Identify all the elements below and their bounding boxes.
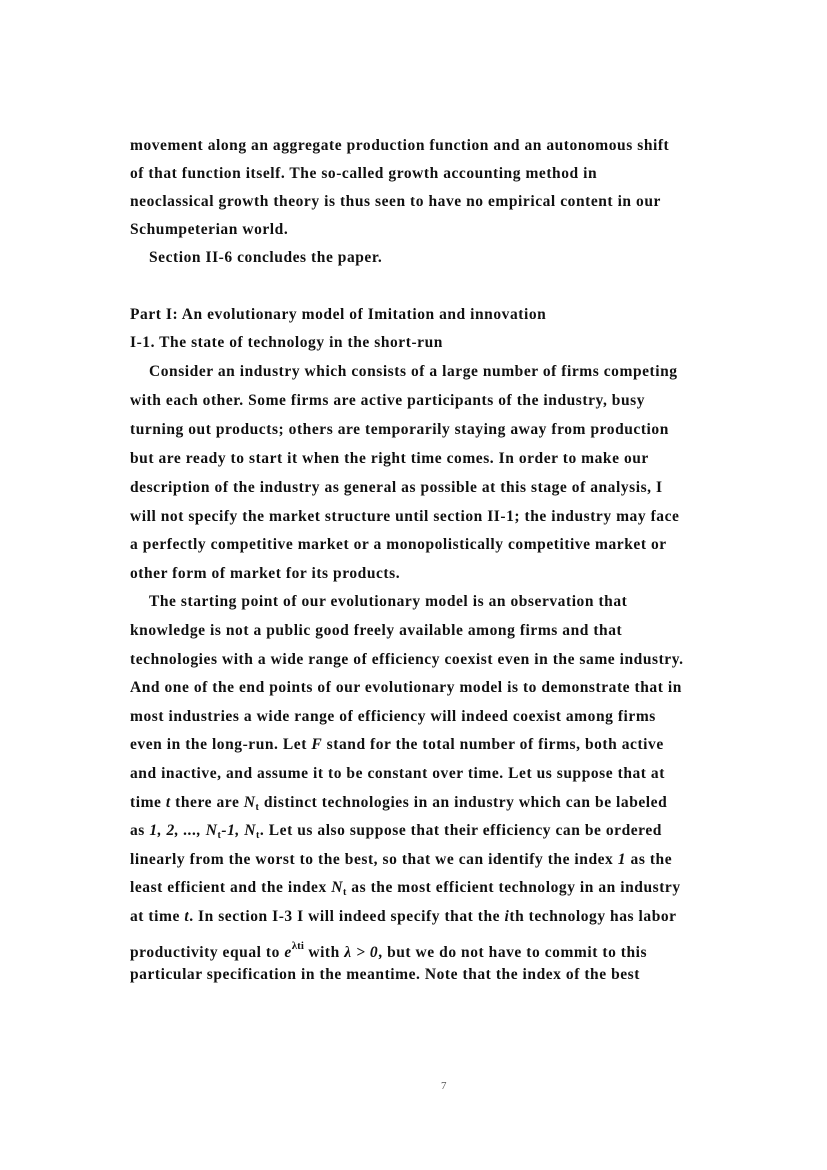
exponential-expression: e xyxy=(284,944,292,961)
part-heading: Part I: An evolutionary model of Imitation and innovation xyxy=(130,306,547,323)
body-text-line: at time t. In section I-3 I will indeed specify that the ith technology has labor xyxy=(130,908,677,925)
body-text-line: Schumpeterian world. xyxy=(130,221,289,238)
math-variable: t xyxy=(165,794,171,811)
body-text-line: other form of market for its products. xyxy=(130,565,401,582)
math-condition: λ > 0 xyxy=(344,944,379,961)
body-text-line: movement along an aggregate production function and an autonomous shift xyxy=(130,137,670,154)
body-text-line: with each other. Some firms are active participants of the industry, busy xyxy=(130,392,646,409)
math-variable: N xyxy=(331,879,343,896)
body-text-line: a perfectly competitive market or a monopolistically competitive market or xyxy=(130,536,667,553)
body-text-line: even in the long-run. Let F stand for the total number of firms, both active xyxy=(130,736,664,753)
body-text-line: as 1, 2, ..., $N_t-1$, $N_t$. Let us also suppose that their efficiency can be ordered xyxy=(130,822,662,841)
body-text-line: description of the industry as general as possible at this stage of analysis, I xyxy=(130,479,663,496)
math-variable: i xyxy=(504,908,510,925)
section-heading: I-1. The state of technology in the short-run xyxy=(130,334,443,351)
page-number: 7 xyxy=(441,1080,447,1092)
body-text-line: technologies with a wide range of efficiency coexist even in the same industry. xyxy=(130,651,684,668)
body-text-line: knowledge is not a public good freely available among firms and that xyxy=(130,622,623,639)
body-text-line: And one of the end points of our evolutionary model is to demonstrate that in xyxy=(130,679,682,696)
body-text-line: particular specification in the meantime. Note that the index of the best xyxy=(130,966,640,983)
body-text-line: most industries a wide range of efficiency will indeed coexist among firms xyxy=(130,708,656,725)
math-variable: F xyxy=(311,736,323,753)
body-text-line: but are ready to start it when the right time comes. In order to make our xyxy=(130,450,649,467)
body-text-line: The starting point of our evolutionary model is an observation that xyxy=(149,593,628,610)
body-text-line: time t there are $N_t$ distinct technologies in an industry which can be labeled xyxy=(130,794,668,813)
body-text-line: will not specify the market structure until section II-1; the industry may face xyxy=(130,508,680,525)
body-text-line: linearly from the worst to the best, so that we can identify the index 1 as the xyxy=(130,851,673,868)
body-text-line: of that function itself. The so-called growth accounting method in xyxy=(130,165,598,182)
body-text-line: Section II-6 concludes the paper. xyxy=(149,249,383,266)
body-text-line: Consider an industry which consists of a large number of firms competing xyxy=(149,363,678,380)
body-text-line: turning out products; others are temporarily staying away from production xyxy=(130,421,669,438)
math-variable: t xyxy=(184,908,190,925)
body-text-line: neoclassical growth theory is thus seen to have no empirical content in our xyxy=(130,193,661,210)
body-text-line: productivity equal to $e^{\lambda ti}$ with λ > 0, but we do not have to commit to this xyxy=(130,940,648,961)
math-variable: 1 xyxy=(617,851,627,868)
body-text-line: least efficient and the index $N_t$ as the most efficient technology in an industry xyxy=(130,879,681,898)
math-expression: 1, 2, ..., xyxy=(149,822,206,839)
body-text-line: and inactive, and assume it to be constant over time. Let us suppose that at xyxy=(130,765,665,782)
math-variable: N xyxy=(243,794,256,811)
